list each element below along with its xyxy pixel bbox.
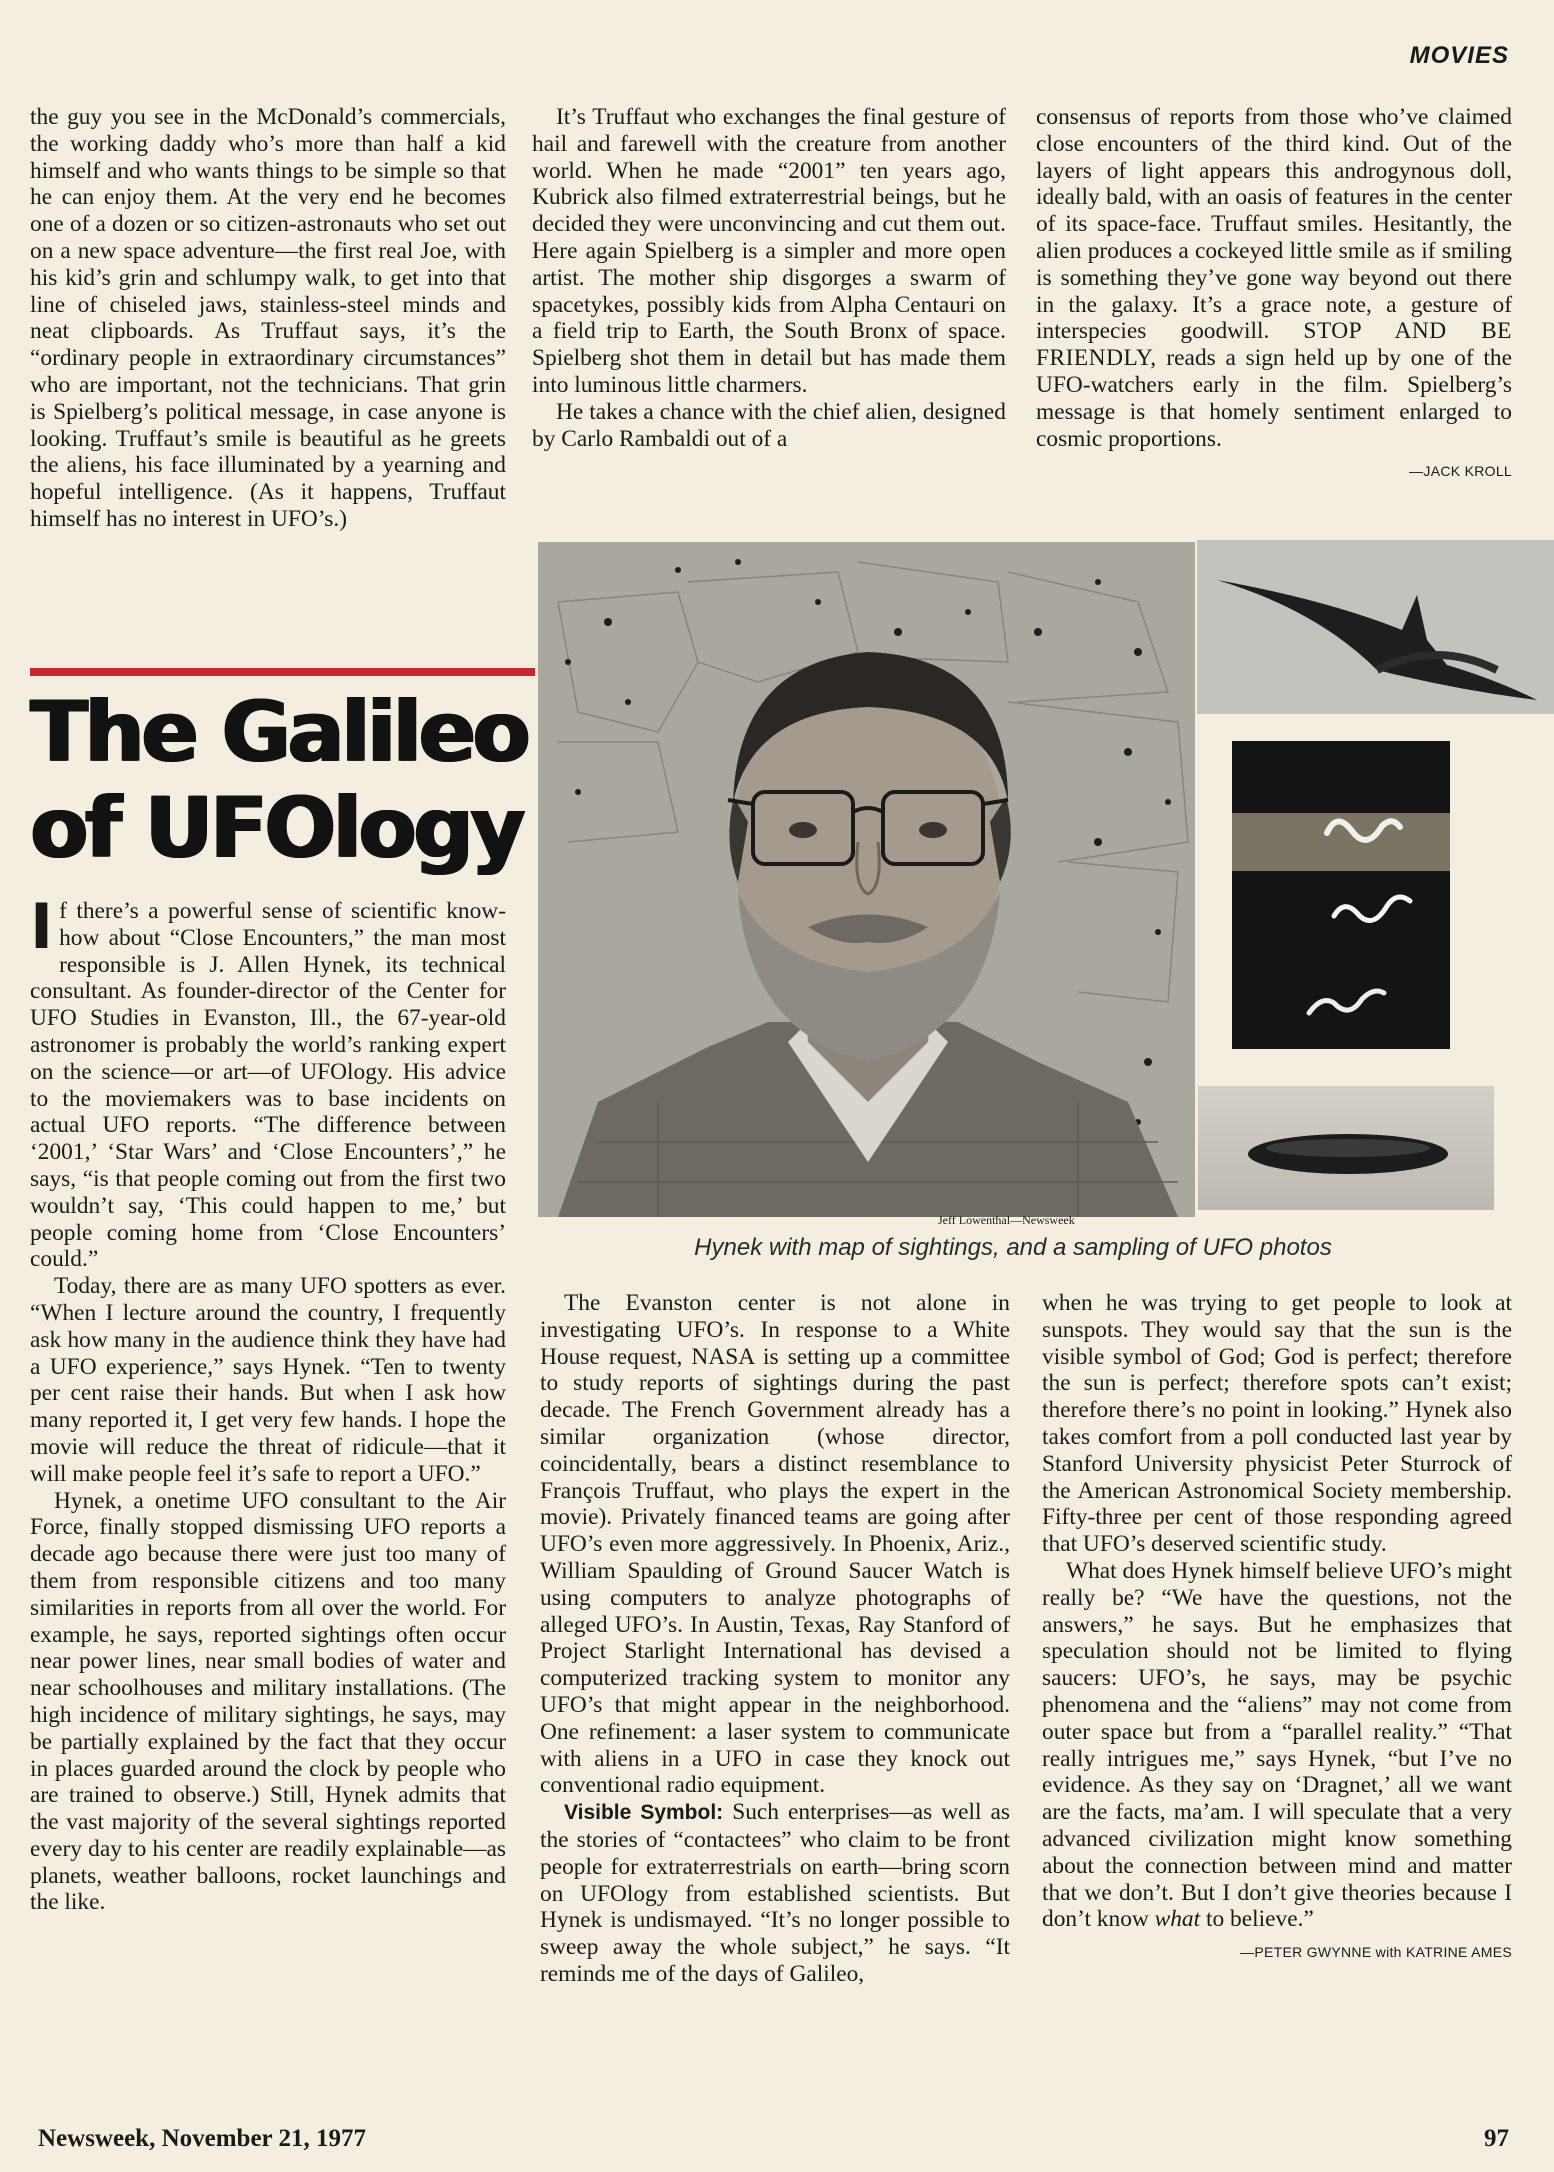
article-paragraph-5 [540,1799,1010,1988]
review-col3-paragraph [1036,104,1512,452]
article-byline: —PETER GWYNNE with KATRINE AMES [1240,1944,1512,1961]
article-emphasis: what [1154,1906,1201,1933]
page-number: 97 [1484,2125,1509,2152]
hynek-portrait-photo [538,542,1195,1217]
ufo-delta-shape [1197,540,1554,714]
article-paragraph-7-text-b: to believe.” [1206,1906,1314,1933]
ufo-photo-saucer [1198,1086,1494,1210]
ufo-saucer-shape [1198,1086,1494,1210]
headline-rule [30,668,535,676]
article-paragraph-6: when he was trying to get people to look at sunspots. They would say that the sun is the visible symbol of God; God is perfect; therefore the sun is perfect; therefore spots can’t exist; therefore there’s no point in looking.” Hynek also takes comfort from a poll conducted last year by Stanford University physicist Peter Sturrock of the American Astronomical Society membership. Fifty-three per cent of those responding agreed that UFO’s deserved scientific study. [1042,1290,1512,1558]
review-col1-text: the guy you see in the McDonald’s commercials, the working daddy who’s more than half a kid himself and who wants things to be simple so that he can enjoy them. At the very end he becomes one of a dozen or so citizen-astronauts who set out on a new space adventure—the first real Joe, with his kid’s grin and schlumpy walk, to get into that line of chiseled jaws, stainless-steel minds and neat clipboards. As Truffaut says, it’s the “ordinary people in extraordinary circumstances” who are important, not the technicians. That grin is Spielberg’s political message, in case anyone is looking. Truffaut’s smile is beautiful as he greets the aliens, his face illuminated by a yearning and hopeful intelligence. (As it happens, Truffaut himself has no interest in UFO’s.) [30,104,506,532]
article-paragraph-3: Hynek, a onetime UFO consultant to the Air Force, finally stopped dismissing UFO reports a decade ago because there were just too many of them from responsible citizens and too many similarities in reports from all over the world. For example, he says, reported sightings often occur near power lines, near small bodies of water and near schoolhouses and military installations. (The high incidence of military sightings, he says, may be partially explained by the fact that they occur in places guarded around the clock by people who are trained to observe.) Still, Hynek admits that the vast majority of the several sightings reported every day to his center are readily explainable—as planets, weather balloons, rocket launchings and the like. [30,1487,506,1916]
article-column-2 [540,1290,1010,1988]
headline-line-2: of UFOlogy [30,779,522,877]
article-paragraph-2: Today, there are as many UFO spotters as ever. “When I lecture around the country, I frequently ask how many in the audience think they have had a UFO experience,” says Hynek. “Ten to twenty per cent raise their hands. But when I ask how many reported it, I get very few hands. I hope the movie will reduce the threat of ridicule—that it will make people feel it’s safe to report a UFO.” [30,1273,506,1487]
article-paragraph-7-text-a: What does Hynek himself believe UFO’s might really be? “We have the questions, not the answers,” he says. But he emphasizes that speculation should not be limited to flying saucers: UFO’s, he says, may be psychic phenomena and the “aliens” may not come from outer space but from a “parallel reality.” “That really intrigues me,” says Hynek, “but I’ve no evidence. As they say on ‘Dragnet,’ all we want are the facts, ma’am. I will speculate that a very advanced civilization might know something about the connection between mind and matter that we don’t. But I don’t give theories because I don’t know [1042,1557,1512,1933]
review-col3-text-b: reads a sign held up by one of the UFO-watchers early in the film. Spielberg’s message is that homely sentiment enlarged to cosmic proportions. [1036,345,1512,452]
article-paragraph-5-text: Such enterprises—as well as the stories of “contactees” who claim to be front people for extraterrestrials on earth—bring scorn on UFOlogy from established scientists. But Hynek is undismayed. “It’s no longer possible to sweep away the whole subject,” he says. “It reminds me of the days of Galileo, [540,1799,1010,1987]
ufo-photo-delta [1197,540,1554,714]
photo-caption: Hynek with map of sightings, and a sampling of UFO photos [694,1234,1332,1261]
review-col3-text-a: consensus of reports from those who’ve claimed close encounters of the third kind. Out of the layers of light appears this androgynous doll, ideally bald, with an oasis of features in the center of its space-face. Truffaut smiles. Hesitantly, the alien produces a cockeyed little smile as if smiling is something they’ve gone way beyond out there in the galaxy. It’s a grace note, a gesture of interspecies goodwill. [1036,104,1512,345]
headline-line-1: The Galileo [30,683,528,781]
article-lead-paragraph [30,890,506,1273]
section-label: MOVIES [1409,42,1509,69]
article-lead-text: f there’s a powerful sense of scientific know-how about “Close Encounters,” the man most responsible is J. Allen Hynek, its technical consultant. As founder-director of the Center for UFO Studies in Evanston, Ill., the 67-year-old astronomer is probably the world’s ranking expert on the science—or art—of UFOlogy. His advice to the moviemakers was to base incidents on actual UFO reports. “The difference between ‘2001,’ ‘Star Wars’ and ‘Close Encounters’,” he says, “is that people coming out from the first two wouldn’t say, ‘This could happen to me,’ but people coming home from ‘Close Encounters’ could.” [30,898,506,1273]
review-column-3 [1036,104,1512,485]
article-paragraph-4: The Evanston center is not alone in investigating UFO’s. In response to a White House request, NASA is setting up a committee to study reports of sightings during the past decade. The French Government already has a similar organization (whose director, coincidentally, bears a distinct resemblance to François Truffaut, who plays the expert in the movie). Privately financed teams are going after UFO’s even more aggressively. In Phoenix, Ariz., William Spaulding of Ground Saucer Watch is using computers to analyze photographs of alleged UFO’s. In Austin, Texas, Ray Stanford of Project Starlight International has devised a computerized tracking system to monitor any UFO’s that might appear in the neighborhood. One refinement: a laser system to communicate with aliens in a UFO in case they knock out conventional radio equipment. [540,1290,1010,1799]
article-headline [30,684,540,876]
ufo-light-streaks [1232,741,1450,1049]
article-paragraph-7 [1042,1558,1512,1933]
article-column-1 [30,890,506,1916]
review-col2-paragraph-1: It’s Truffaut who exchanges the final gesture of hail and farewell with the creature from another world. When he made “2001” ten years ago, Kubrick also filmed extraterrestrial beings, but he decided they were unconvincing and cut them out. Here again Spielberg is a simpler and more open artist. The mother ship disgorges a swarm of spacetykes, possibly kids from Alpha Centauri on a field trip to Earth, the South Bronx of space. Spielberg shot them in detail but has made them into luminous little charmers. [532,104,1006,398]
review-byline: —JACK KROLL [1409,463,1512,480]
review-col2-paragraph-2: He takes a chance with the chief alien, designed by Carlo Rambaldi out of a [532,398,1006,452]
review-sign-text: STOP AND BE FRIENDLY, [1036,318,1512,372]
review-column-2 [532,104,1006,452]
photo-credit: Jeff Lowenthal—Newsweek [938,1213,1075,1227]
article-column-3 [1042,1290,1512,1966]
drop-cap: I [30,890,54,963]
issue-footer: Newsweek, November 21, 1977 [38,2125,366,2152]
review-column-1 [30,104,506,533]
article-subhead: Visible Symbol: [564,1801,724,1825]
ufo-photo-night-lights [1232,741,1450,1049]
portrait-illustration [538,542,1195,1217]
